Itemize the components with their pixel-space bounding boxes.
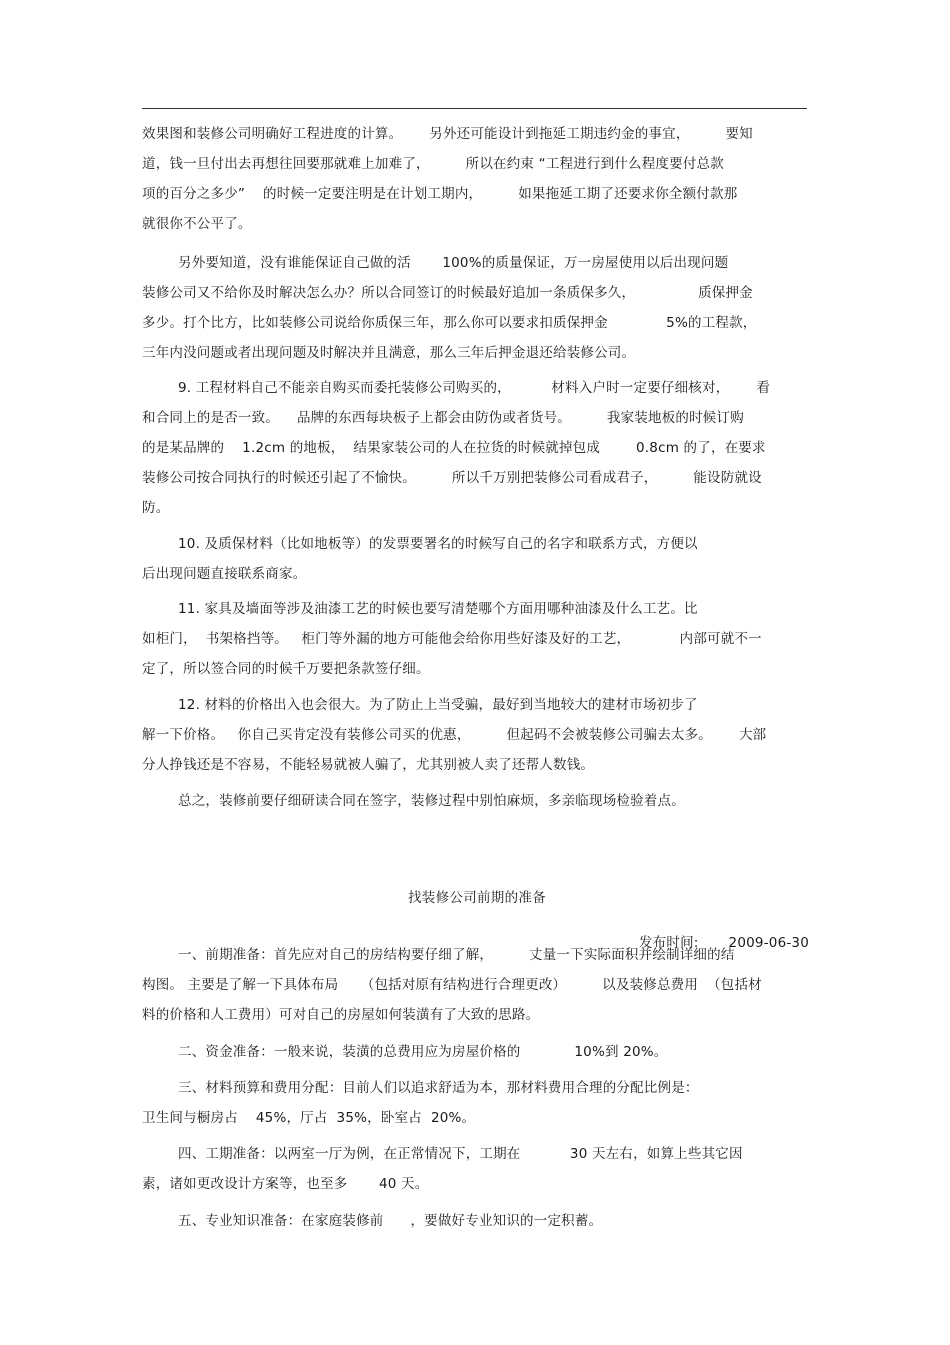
body-line: 和合同上的是否一致。 品牌的东西每块板子上都会由防伪或者货号。 我家装地板的时候订购 (142, 410, 744, 426)
body-line: 二、资金准备：一般来说，装潢的总费用应为房屋价格的 10%到 20%。 (178, 1044, 668, 1060)
body-line: 素，诸如更改设计方案等，也至多 40 天。 (142, 1176, 429, 1192)
body-line: 装修公司又不给你及时解决怎么办？所以合同签订的时候最好追加一条质保多久， 质保押金 (142, 285, 753, 301)
body-line: 四、工期准备：以两室一厅为例，在正常情况下，工期在 30 天左右，如算上些其它因 (178, 1146, 743, 1162)
body-line: 另外要知道，没有谁能保证自己做的活 100%的质量保证，万一房屋使用以后出现问题 (178, 255, 729, 271)
body-line: 五、专业知识准备：在家庭装修前 ，要做好专业知识的一定积蓄。 (178, 1213, 603, 1229)
body-line: 效果图和装修公司明确好工程进度的计算。 另外还可能设计到拖延工期违约金的事宜， 要知 (142, 126, 753, 142)
body-line: 定了，所以签合同的时候千万要把条款签仔细。 (142, 661, 430, 677)
article-title: 找装修公司前期的准备 (408, 890, 546, 906)
body-line: 项的百分之多少” 的时候一定要注明是在计划工期内， 如果拖延工期了还要求你全额付款那 (142, 186, 738, 202)
header-rule (142, 108, 807, 109)
body-line: 料的价格和人工费用）可对自己的房屋如何装潢有了大致的思路。 (142, 1007, 540, 1023)
body-line: 构图。 主要是了解一下具体布局 （包括对原有结构进行合理更改） 以及装修总费用 （包括材 (142, 977, 762, 993)
body-line: 的是某品牌的 1.2cm 的地板， 结果家装公司的人在拉货的时候就掉包成 0.8cm 的了，在要求 (142, 440, 766, 456)
body-line: 多少。打个比方，比如装修公司说给你质保三年，那么你可以要求扣质保押金 5%的工程款， (142, 315, 757, 331)
body-line: 一、前期准备：首先应对自己的房结构要仔细了解， 丈量一下实际面积并绘制详细的结 (178, 947, 735, 963)
body-line: 如柜门， 书架格挡等。 柜门等外漏的地方可能他会给你用些好漆及好的工艺， 内部可就不一 (142, 631, 762, 647)
body-line: 总之，装修前要仔细研读合同在签字，装修过程中别怕麻烦，多亲临现场检验着点。 (178, 793, 685, 809)
body-line: 12. 材料的价格出入也会很大。为了防止上当受骗，最好到当地较大的建材市场初步了 (178, 697, 698, 713)
body-line: 11. 家具及墙面等涉及油漆工艺的时候也要写清楚哪个方面用哪种油漆及什么工艺。比 (178, 601, 698, 617)
body-line: 道，钱一旦付出去再想往回要那就难上加难了， 所以在约束 “工程进行到什么程度要付总款 (142, 156, 724, 172)
body-line: 分人挣钱还是不容易，不能轻易就被人骗了，尤其别被人卖了还帮人数钱。 (142, 757, 595, 773)
body-line: 解一下价格。 你自己买肯定没有装修公司买的优惠， 但起码不会被装修公司骗去太多。 大部 (142, 727, 767, 743)
body-line: 防。 (142, 500, 170, 516)
body-line: 后出现问题直接联系商家。 (142, 566, 307, 582)
body-line: 装修公司按合同执行的时候还引起了不愉快。 所以千万别把装修公司看成君子， 能设防就设 (142, 470, 762, 486)
body-line: 三、材料预算和费用分配：目前人们以追求舒适为本，那材料费用合理的分配比例是： (178, 1080, 699, 1096)
body-line: 三年内没问题或者出现问题及时解决并且满意，那么三年后押金退还给装修公司。 (142, 345, 636, 361)
body-line: 卫生间与橱房占 45%，厅占 35%，卧室占 20%。 (142, 1110, 476, 1126)
body-line: 9. 工程材料自己不能亲自购买而委托装修公司购买的， 材料入户时一定要仔细核对， 看 (178, 380, 771, 396)
publish-time-label: 发布时间: (638, 935, 699, 951)
body-line: 10. 及质保材料（比如地板等）的发票要署名的时候写自己的名字和联系方式，方便以 (178, 536, 698, 552)
body-line: 就很你不公平了。 (142, 216, 252, 232)
publish-time-date: 2009-06-30 (728, 935, 810, 951)
